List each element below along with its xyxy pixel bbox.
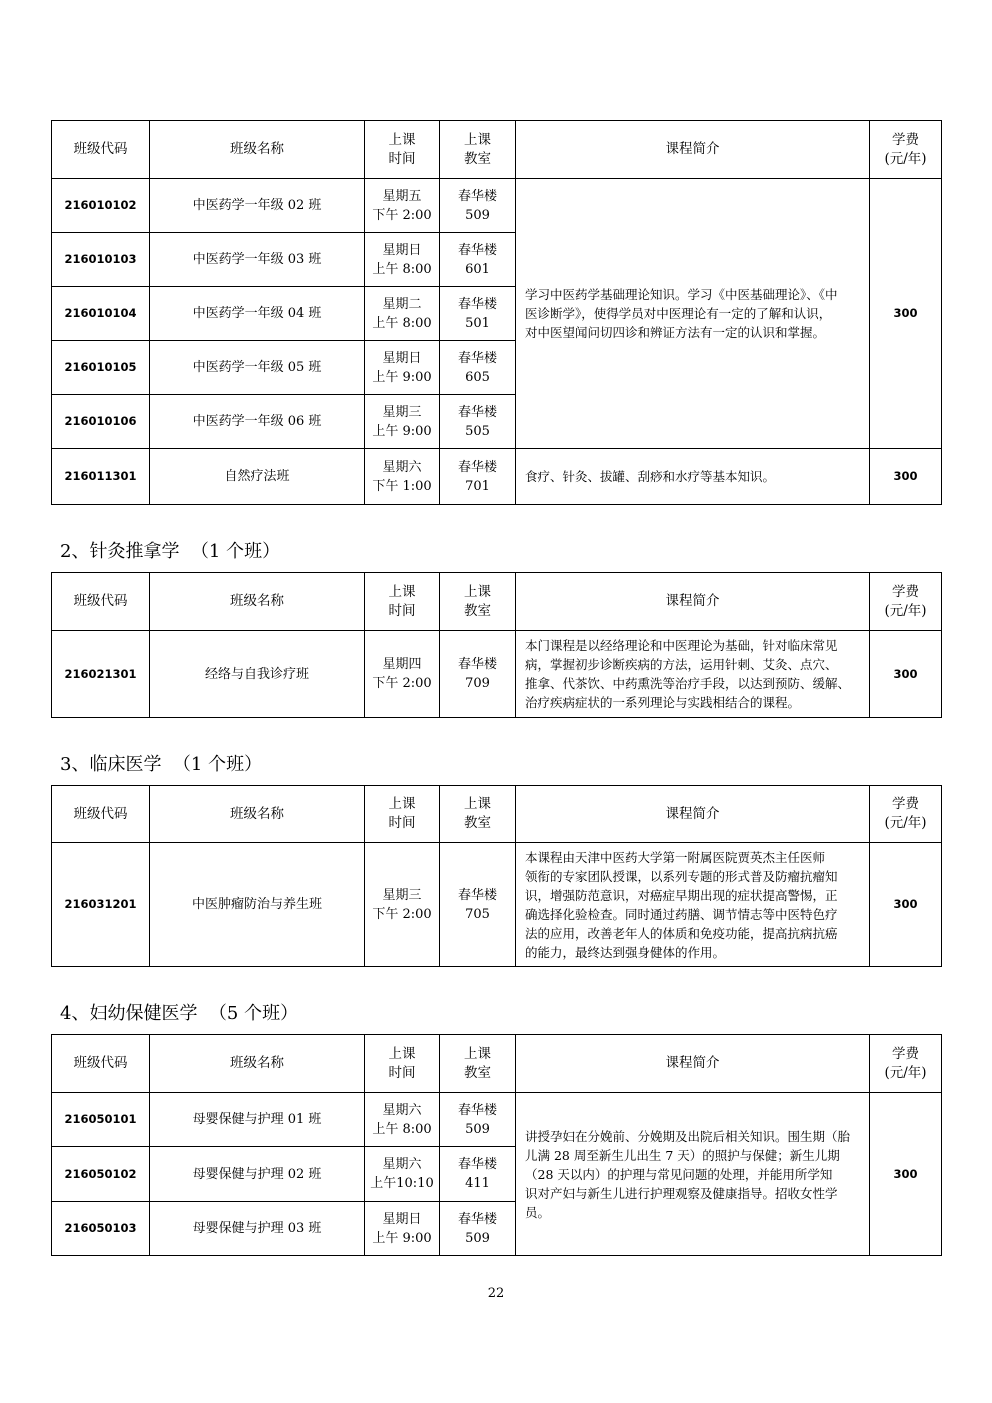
class-name: 母婴保健与护理 02 班	[150, 1147, 365, 1202]
table-header-row	[52, 786, 942, 843]
course-description: 本门课程是以经络理论和中医理论为基础，针对临床常见 病，掌握初步诊断疾病的方法，运用针刺、艾灸、点穴、 推拿、代茶饮、中药熏洗等治疗手段，以达到预防、缓解、 治疗疾病症状的一系列理论与实践相结合的课程。	[516, 631, 870, 718]
header-class-code: 班级代码	[52, 786, 150, 843]
header-room: 上课 教室	[440, 573, 516, 631]
header-time: 上课 时间	[365, 121, 440, 179]
header-class-name: 班级名称	[150, 786, 365, 843]
page-number: 22	[487, 1286, 505, 1301]
class-room: 春华楼 509	[440, 1202, 516, 1256]
header-description: 课程简介	[516, 1035, 870, 1093]
class-name: 母婴保健与护理 01 班	[150, 1093, 365, 1147]
class-code: 216010105	[52, 341, 150, 395]
class-room: 春华楼 501	[440, 287, 516, 341]
class-code: 216050101	[52, 1093, 150, 1147]
class-time: 星期六 上午 8:00	[365, 1093, 440, 1147]
tuition-fee: 300	[870, 631, 942, 718]
class-time: 星期六 下午 1:00	[365, 449, 440, 505]
header-time: 上课 时间	[365, 786, 440, 843]
table-row	[52, 449, 942, 505]
course-table-1	[51, 120, 942, 505]
class-code: 216021301	[52, 631, 150, 718]
class-name: 中医药学一年级 03 班	[150, 233, 365, 287]
class-code: 216050102	[52, 1147, 150, 1202]
class-room: 春华楼 509	[440, 1093, 516, 1147]
header-class-name: 班级名称	[150, 121, 365, 179]
table-row	[52, 179, 942, 233]
course-description: 学习中医药学基础理论知识。学习《中医基础理论》、《中 医诊断学》，使得学员对中医理论有一定的了解和认识， 对中医望闻问切四诊和辨证方法有一定的认识和掌握。	[516, 179, 870, 449]
header-fee: 学费 (元/年)	[870, 786, 942, 843]
header-time: 上课 时间	[365, 573, 440, 631]
class-code: 216010103	[52, 233, 150, 287]
class-room: 春华楼 705	[440, 843, 516, 967]
class-room: 春华楼 709	[440, 631, 516, 718]
header-class-name: 班级名称	[150, 1035, 365, 1093]
class-time: 星期六 上午10:10	[365, 1147, 440, 1202]
header-room: 上课 教室	[440, 1035, 516, 1093]
header-fee: 学费 (元/年)	[870, 573, 942, 631]
header-room: 上课 教室	[440, 121, 516, 179]
section-heading: 4、妇幼保健医学 （5 个班）	[60, 1003, 299, 1024]
section-heading: 2、针灸推拿学 （1 个班）	[60, 541, 281, 562]
class-time: 星期日 上午 9:00	[365, 341, 440, 395]
class-room: 春华楼 505	[440, 395, 516, 449]
course-description: 本课程由天津中医药大学第一附属医院贾英杰主任医师 领衔的专家团队授课，以系列专题的形式普及防瘤抗瘤知 识，增强防范意识，对癌症早期出现的症状提高警惕，正 确选择化验检查。同时通过药膳、调节情志等中医特色疗 法的应用，改善老年人的体质和免疫功能，提高抗病抗癌 的能力，最终达到强身健体的作用。	[516, 843, 870, 967]
course-description: 讲授孕妇在分娩前、分娩期及出院后相关知识。围生期（胎 儿满 28 周至新生儿出生 7 天）的照护与保健；新生儿期 （28 天以内）的护理与常见问题的处理，并能用所学知 识对产妇与新生儿进行护理观察及健康指导。招收女性学 员。	[516, 1093, 870, 1256]
tuition-fee: 300	[870, 1093, 942, 1256]
table-row	[52, 631, 942, 718]
table-header-row	[52, 1035, 942, 1093]
header-room: 上课 教室	[440, 786, 516, 843]
class-name: 中医药学一年级 02 班	[150, 179, 365, 233]
header-description: 课程简介	[516, 786, 870, 843]
class-name: 母婴保健与护理 03 班	[150, 1202, 365, 1256]
header-class-code: 班级代码	[52, 121, 150, 179]
table-row	[52, 843, 942, 967]
table-header-row	[52, 573, 942, 631]
header-class-name: 班级名称	[150, 573, 365, 631]
class-room: 春华楼 411	[440, 1147, 516, 1202]
course-description: 食疗、针灸、拔罐、刮痧和水疗等基本知识。	[516, 449, 870, 505]
class-time: 星期三 下午 2:00	[365, 843, 440, 967]
class-time: 星期日 上午 8:00	[365, 233, 440, 287]
class-code: 216010104	[52, 287, 150, 341]
table-row	[52, 1093, 942, 1147]
class-code: 216010102	[52, 179, 150, 233]
tuition-fee: 300	[870, 179, 942, 449]
class-name: 中医药学一年级 06 班	[150, 395, 365, 449]
class-time: 星期五 下午 2:00	[365, 179, 440, 233]
tuition-fee: 300	[870, 449, 942, 505]
header-fee: 学费 (元/年)	[870, 1035, 942, 1093]
class-room: 春华楼 509	[440, 179, 516, 233]
header-description: 课程简介	[516, 121, 870, 179]
class-room: 春华楼 605	[440, 341, 516, 395]
tuition-fee: 300	[870, 843, 942, 967]
class-time: 星期日 上午 9:00	[365, 1202, 440, 1256]
class-time: 星期四 下午 2:00	[365, 631, 440, 718]
course-table-4	[51, 1034, 942, 1256]
class-room: 春华楼 701	[440, 449, 516, 505]
class-name: 经络与自我诊疗班	[150, 631, 365, 718]
course-table-3	[51, 785, 942, 967]
header-class-code: 班级代码	[52, 573, 150, 631]
class-code: 216050103	[52, 1202, 150, 1256]
class-room: 春华楼 601	[440, 233, 516, 287]
class-time: 星期二 上午 8:00	[365, 287, 440, 341]
header-class-code: 班级代码	[52, 1035, 150, 1093]
header-time: 上课 时间	[365, 1035, 440, 1093]
class-code: 216031201	[52, 843, 150, 967]
class-code: 216011301	[52, 449, 150, 505]
header-fee: 学费 (元/年)	[870, 121, 942, 179]
class-name: 中医药学一年级 05 班	[150, 341, 365, 395]
table-header-row	[52, 121, 942, 179]
header-description: 课程简介	[516, 573, 870, 631]
class-name: 中医药学一年级 04 班	[150, 287, 365, 341]
class-name: 中医肿瘤防治与养生班	[150, 843, 365, 967]
class-time: 星期三 上午 9:00	[365, 395, 440, 449]
section-heading: 3、临床医学 （1 个班）	[60, 754, 263, 775]
course-table-2	[51, 572, 942, 718]
class-code: 216010106	[52, 395, 150, 449]
class-name: 自然疗法班	[150, 449, 365, 505]
